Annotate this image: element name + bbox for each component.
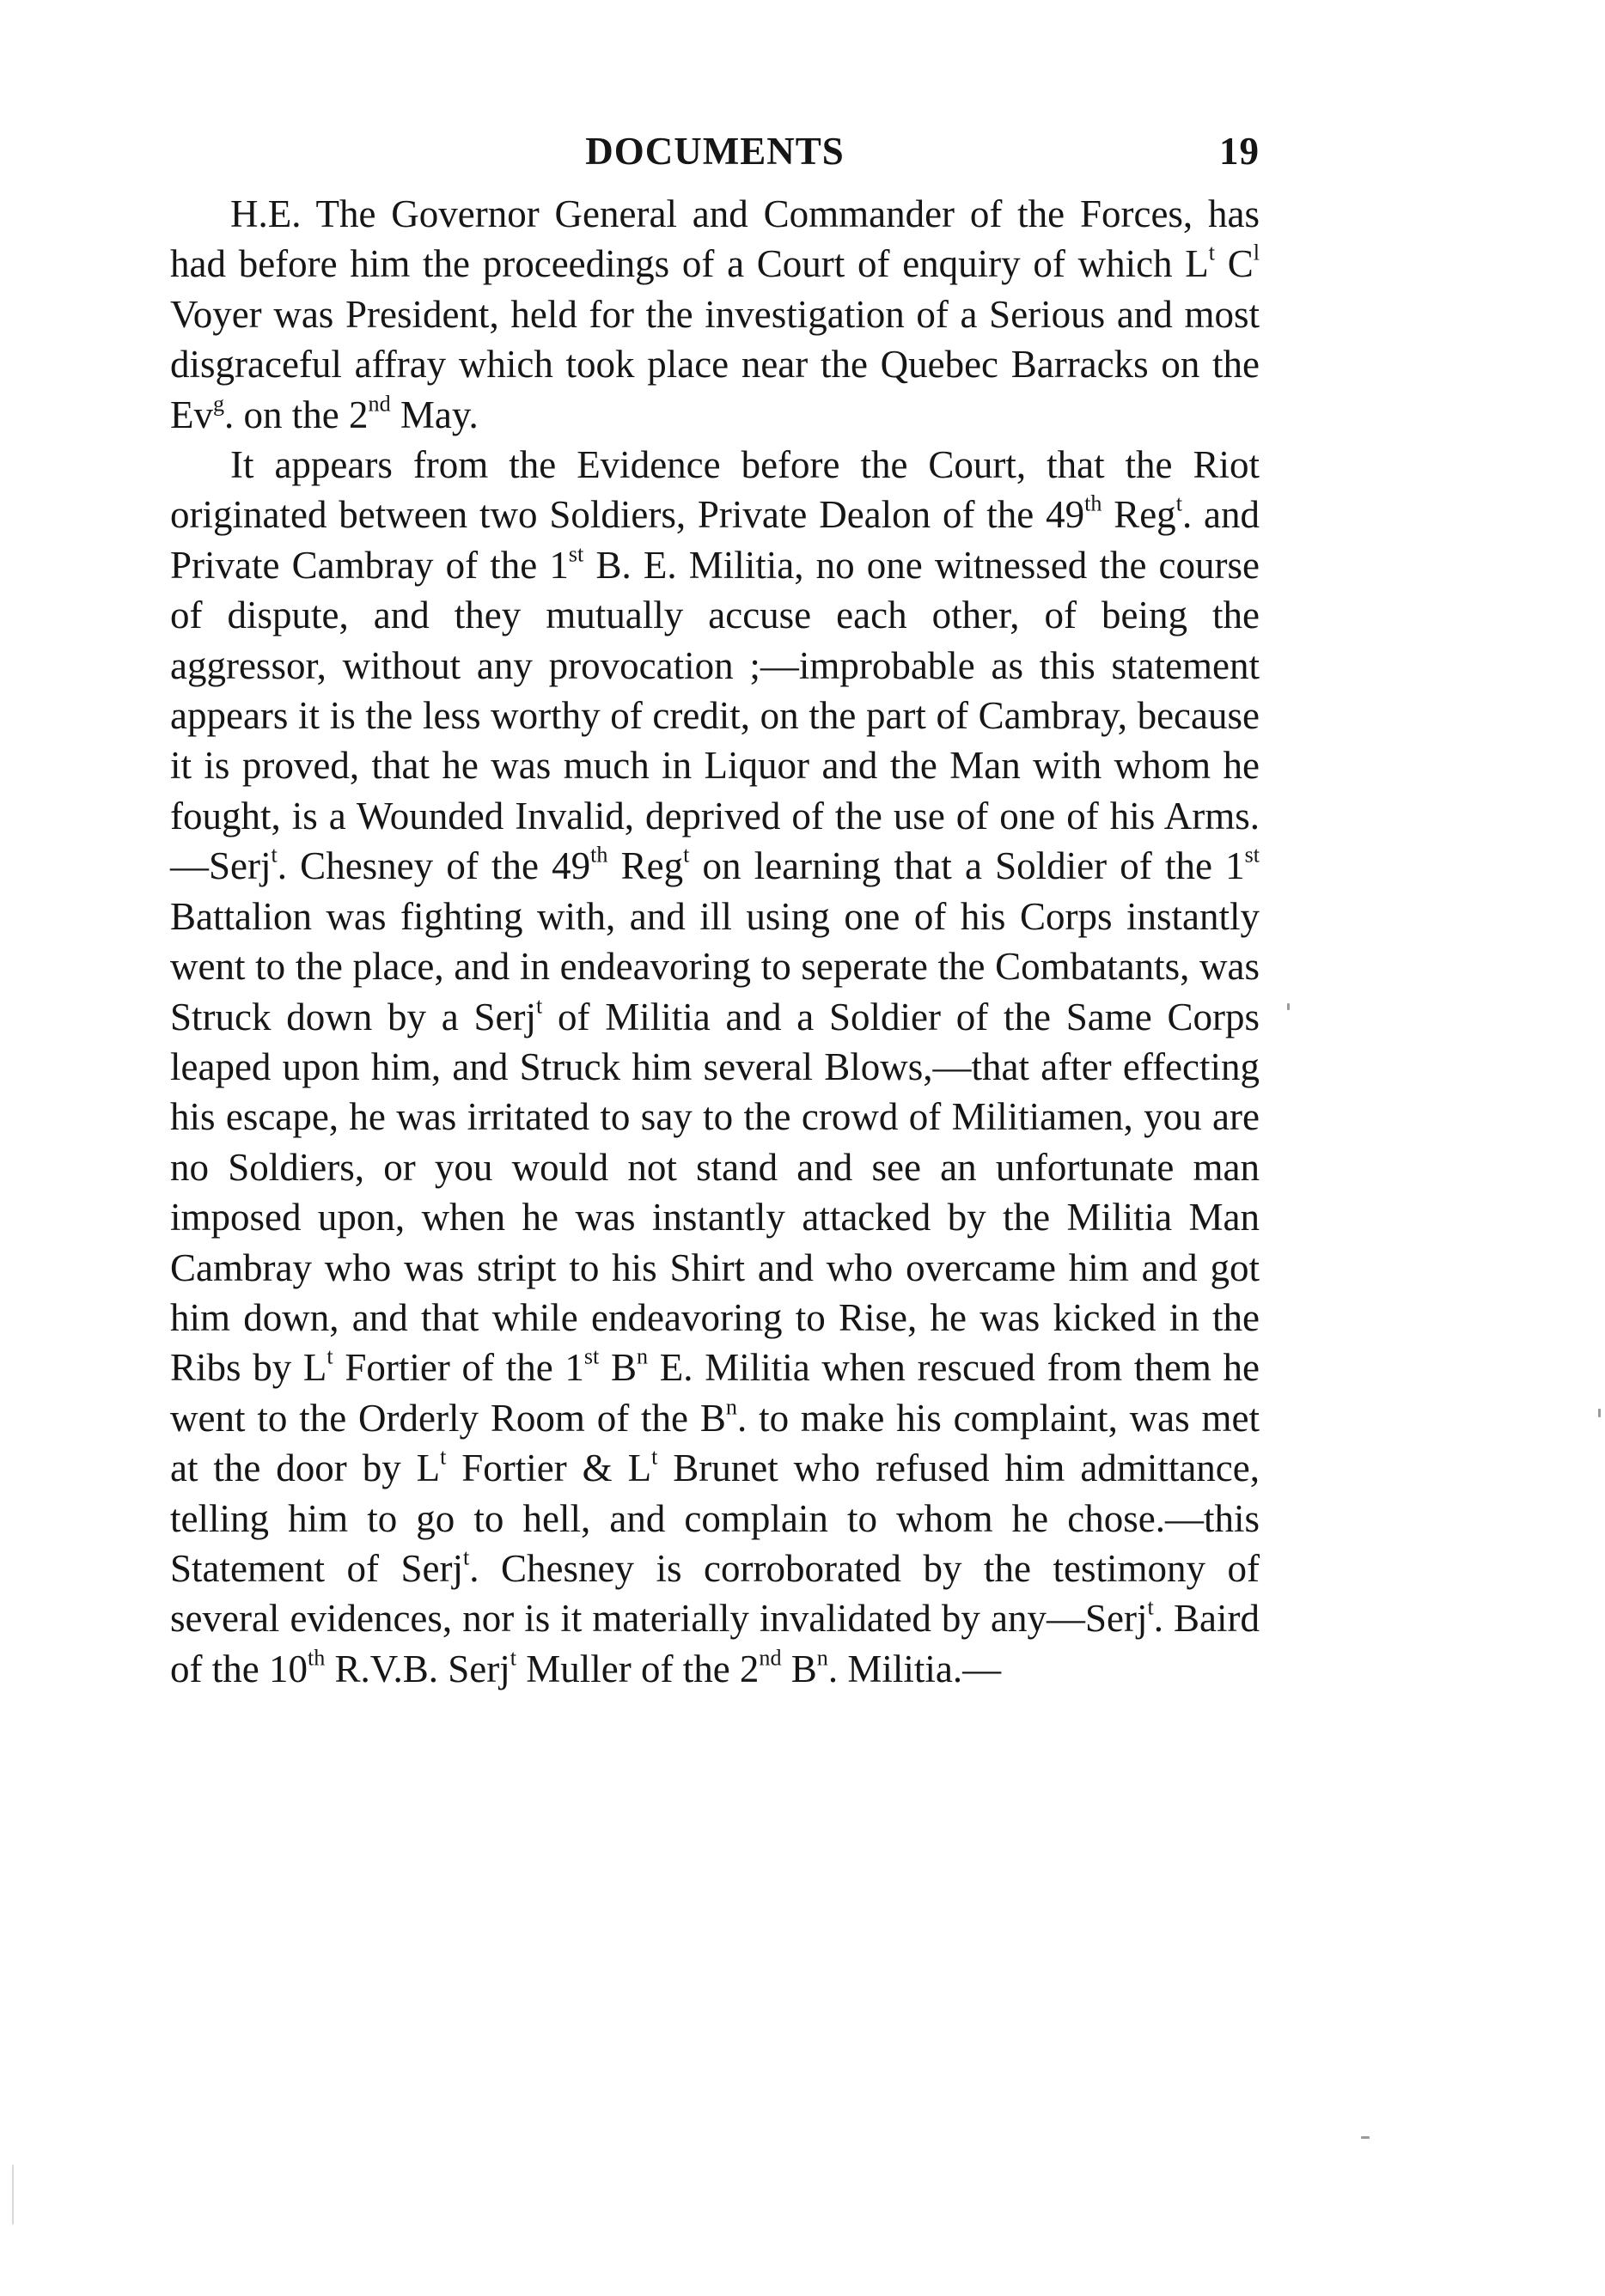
- paragraph-governor-proceedings: H.E. The Governor General and Commander of the Forces, has had before him the proceedings of a Court of enquiry of which $L^t$ $C^l$ Voyer was President, held for the investigation of a Serious and most disgraceful affray which took place near the Quebec Barracks on the Ev$^g$. on the 2nd May.: [170, 192, 1260, 436]
- page-number: 19: [1219, 130, 1260, 173]
- scan-mark: [1361, 2136, 1370, 2139]
- running-title: DOCUMENTS: [585, 130, 845, 173]
- scan-mark: [1598, 1409, 1601, 1417]
- scan-mark: [1287, 1003, 1290, 1010]
- document-page: [170, 120, 1260, 2182]
- paragraph-riot-evidence: It appears from the Evidence before the Court, that the Riot originated between two Soldiers, Private Dealon of the 49th Reg$^t$. and Private Cambray of the 1st B. E. Militia, no one witnessed the course of dispute, and they mutually accuse each other, of being the aggressor, without any provocation ;—improbable as this statement appears it is the less worthy of credit, on the part of Cambray, because it is proved, that he was much in Liquor and the Man with whom he fought, is a Wounded Invalid, deprived of the use of one of his Arms.—Serj$^t$. Chesney of the 49th Reg$^t$ on learning that a Soldier of the 1st Battalion was fighting with, and ill using one of his Corps instantly went to the place, and in endeavoring to seperate the Combatants, was Struck down by a Serj$^t$ of Militia and a Soldier of the Same Corps leaped upon him, and Struck him several Blows,—that after effecting his escape, he was irritated to say to the crowd of Militiamen, you are no Soldiers, or you would not stand and see an unfortunate man imposed upon, when he was instantly attacked by the Militia Man Cambray who was stript to his Shirt and who overcame him and got him down, and that while endeavoring to Rise, he was kicked in the Ribs by $L^t$ Fortier of the 1st $B^n$ E. Militia when rescued from them he went to the Orderly Room of the $B^n$. to make his complaint, was met at the door by $L^t$ Fortier & $L^t$ Brunet who refused him admittance, telling him to go to hell, and complain to whom he chose.—this Statement of Serj$^t$. Chesney is corroborated by the testimony of several evidences, nor is it materially invalidated by any—Serj$^t$. Baird of the 10th R.V.B. Serj$^t$ Muller of the 2nd $B^n$. Militia.—: [170, 443, 1260, 1690]
- running-head: [170, 120, 1260, 189]
- scan-mark: [12, 2165, 14, 2225]
